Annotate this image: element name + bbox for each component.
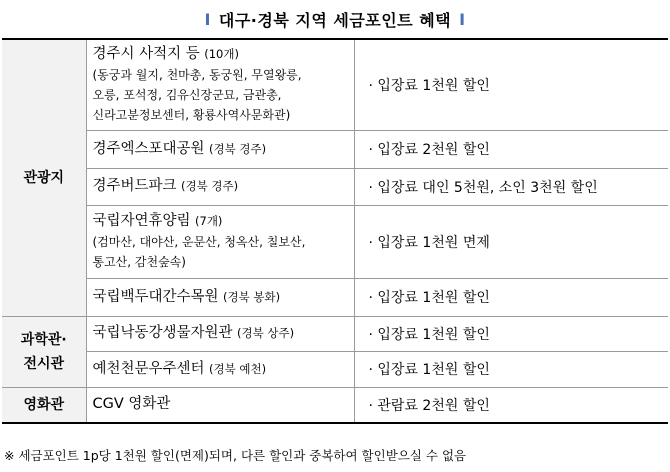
place-cell <box>86 387 354 423</box>
table-row <box>2 205 668 278</box>
benefit-cell: · 입장료 1천원 면제 <box>354 205 668 278</box>
benefit-cell: · 입장료 대인 5천원, 소인 3천원 할인 <box>354 168 668 205</box>
place-name: 경주엑스포대공원 <box>92 140 205 157</box>
place-cell <box>86 316 354 351</box>
title-text: 대구·경북 지역 세금포인트 혜택 <box>218 10 452 30</box>
benefit-cell: · 입장료 1천원 할인 <box>354 278 668 316</box>
table-row <box>2 351 668 387</box>
place-detail-line: 오릉, 포석정, 김유신장군묘, 금관총, <box>92 88 282 103</box>
place-name: CGV 영화관 <box>92 396 171 413</box>
table-row <box>2 387 668 423</box>
place-sub: (경북 경주) <box>209 141 267 156</box>
place-detail-line: 통고산, 감천숲속) <box>92 255 186 269</box>
place-cell <box>86 351 354 387</box>
place-sub: (7개) <box>195 214 223 228</box>
place-cell <box>86 39 354 130</box>
benefits-table <box>2 38 668 424</box>
place-detail-line: (동궁과 월지, 천마총, 동궁원, 무열왕릉, <box>92 68 302 83</box>
place-name: 예천천문우주센터 <box>92 360 205 377</box>
benefit-cell: · 관람료 2천원 할인 <box>354 387 668 423</box>
page-title <box>0 0 670 38</box>
table-row <box>2 39 668 130</box>
table-row <box>2 278 668 316</box>
category-cell: 관광지 <box>2 39 86 316</box>
title-marker-right: I <box>459 9 466 29</box>
category-cell: 영화관 <box>2 387 86 423</box>
place-name: 경주버드파크 <box>92 178 177 194</box>
place-detail-line: 신라고분정보센터, 황룡사역사문화관) <box>92 108 291 123</box>
table-row <box>2 130 668 168</box>
place-cell <box>86 205 354 278</box>
place-sub: (경북 상주) <box>237 326 295 340</box>
footnote: ※ 세금포인트 1p당 1천원 할인(면제)되며, 다른 할인과 중복하여 할인받으실 수 없음 <box>4 448 467 463</box>
place-detail-line: (검마산, 대야산, 운문산, 청옥산, 칠보산, <box>92 235 306 249</box>
place-sub: (경북 봉화) <box>223 289 281 304</box>
table-row <box>2 316 668 351</box>
place-name: 경주시 사적지 등 <box>92 46 200 63</box>
benefit-cell: · 입장료 1천원 할인 <box>354 39 668 130</box>
benefit-cell: · 입장료 1천원 할인 <box>354 316 668 351</box>
place-cell <box>86 168 354 205</box>
place-sub: (10개) <box>204 47 239 62</box>
table-row <box>2 168 668 205</box>
place-sub: (경북 경주) <box>181 179 239 193</box>
place-cell <box>86 278 354 316</box>
category-cell: 과학관· 전시관 <box>2 316 86 387</box>
place-sub: (경북 예천) <box>209 361 267 376</box>
title-marker-left: I <box>204 9 211 29</box>
place-name: 국립백두대간수목원 <box>92 288 219 305</box>
place-name: 국립낙동강생물자원관 <box>92 325 233 341</box>
place-cell <box>86 130 354 168</box>
benefit-cell: · 입장료 1천원 할인 <box>354 351 668 387</box>
place-name: 국립자연휴양림 <box>92 213 191 229</box>
benefit-cell: · 입장료 2천원 할인 <box>354 130 668 168</box>
